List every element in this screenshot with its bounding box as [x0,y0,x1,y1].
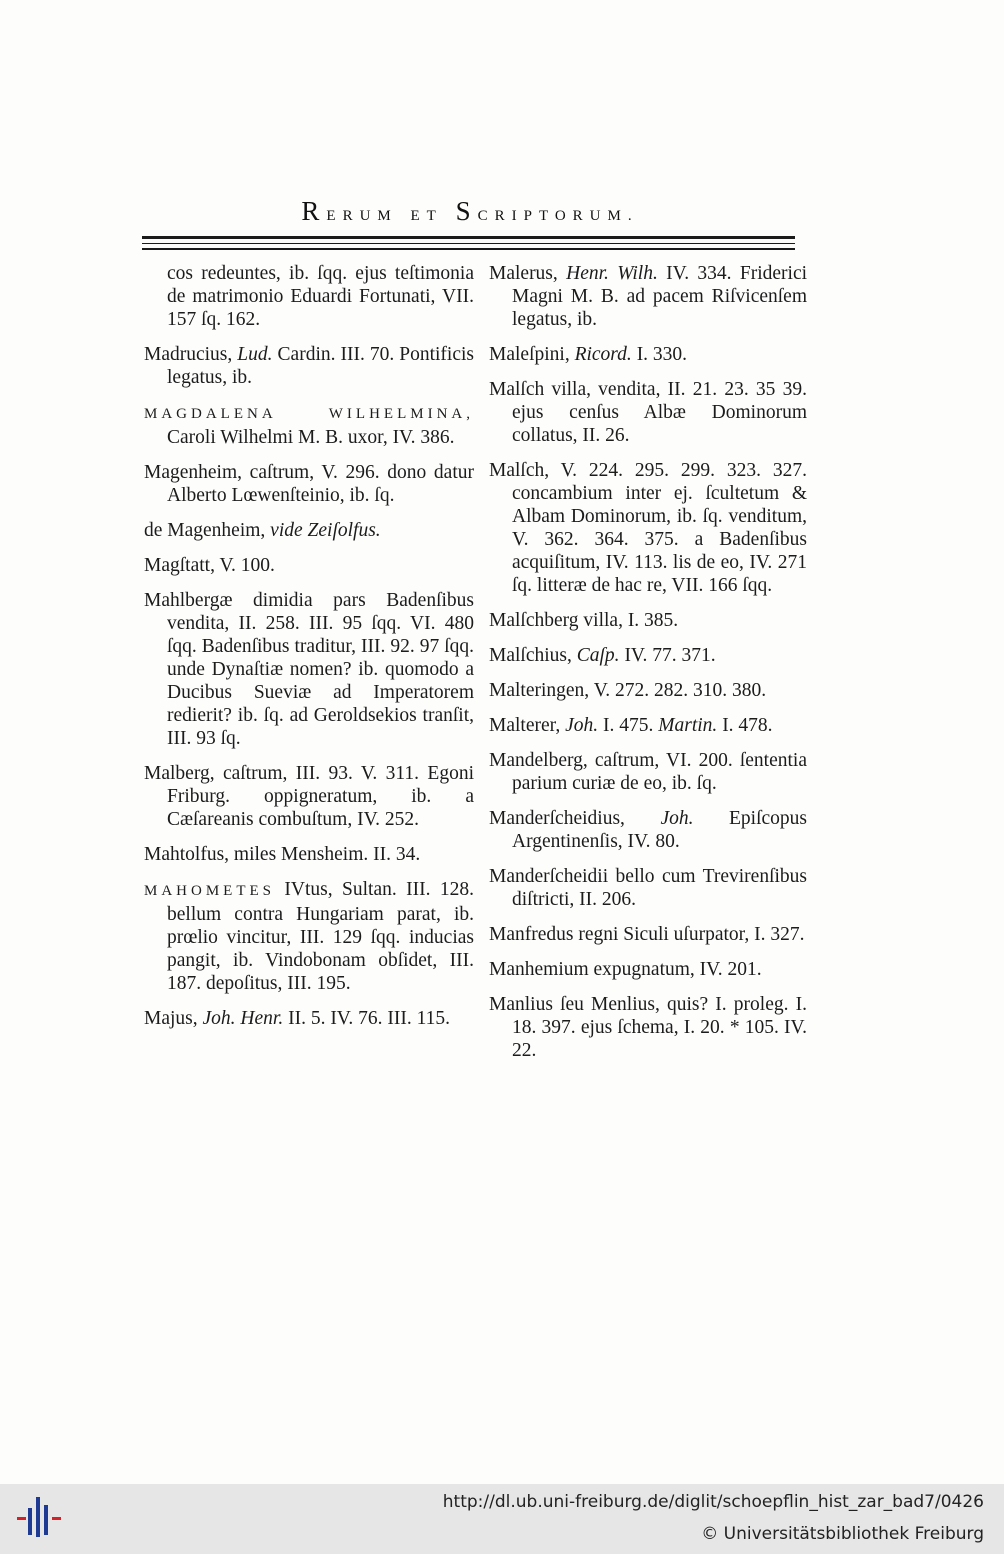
index-entry: MAHOMETES IVtus, Sultan. III. 128. bellum contra Hungariam parat, ib. prœlio vincitur, III. 129 ſqq. inducias pangit, ib. Vindobonam obſidet, III. 187. depoſitus, III. 195. [144,879,475,994]
index-entry: de Magenheim, vide Zeiſolfus. [144,520,381,541]
index-entry: Malſchius, Caſp. IV. 77. 371. [489,645,716,666]
running-header [140,196,800,227]
header-word-scriptorum: CRIPTORUM. [477,208,639,224]
header-word-rerum: ERUM [326,208,398,224]
index-entry: Magenheim, caſtrum, V. 296. dono datur Alberto Lœwenſteinio, ib. ſq. [144,462,474,506]
index-entry: Malerus, Henr. Wilh. IV. 334. Friderici Magni M. B. ad pacem Riſvicenſem legatus, ib. [489,263,808,330]
index-entry: cos redeuntes, ib. ſqq. ejus teſtimonia de matrimonio Eduardi Fortunati, VII. 157 ſq. 162. [167,263,474,330]
index-entry: Malberg, caſtrum, III. 93. V. 311. Egoni Friburg. oppigneratum, ib. a Cæſareanis combuſtum, IV. 252. [144,763,474,830]
index-entry: Malteringen, V. 272. 282. 310. 380. [489,680,767,701]
index-entry: Mandelberg, caſtrum, VI. 200. ſententia parium curiæ de eo, ib. ſq. [489,750,807,794]
header-word-et: ET [410,208,443,224]
source-url-link[interactable]: http://dl.ub.uni-freiburg.de/diglit/schoepflin_hist_zar_bad7/0426 [442,1492,984,1512]
index-entry: MAGDALENA WILHELMINA, Caroli Wilhelmi M. B. uxor, IV. 386. [144,406,474,448]
index-column-left [144,262,474,1042]
index-entry: Manfredus regni Siculi uſurpator, I. 327. [489,924,805,945]
index-entry: Madrucius, Lud. Cardin. III. 70. Pontificis legatus, ib. [144,344,475,388]
library-logo-icon [14,1493,66,1545]
index-entry: Mahlbergæ dimidia pars Badenſibus vendita, II. 258. III. 95 ſqq. VI. 480 ſqq. Badenſibus traditur, III. 92. 97 ſqq. unde Dynaſtiæ nomen? ib. quomodo a Ducibus Sueviæ ad Imperatorem redierit? ib. ſq. ad Geroldsekios tranſit, III. 93 ſq. [144,590,474,749]
index-entry: Manlius ſeu Menlius, quis? I. proleg. I. 18. 397. ejus ſchema, I. 20. * 105. IV. 22. [489,994,807,1061]
index-entry: Majus, Joh. Henr. II. 5. IV. 76. III. 115. [144,1008,451,1029]
header-rule-bottom [142,248,795,250]
index-entry: Manhemium expugnatum, IV. 201. [489,959,762,980]
header-rule-thin [142,243,795,244]
index-entry: Malſch villa, vendita, II. 21. 23. 35 39. ejus cenſus Albæ Dominorum collatus, II. 26. [489,379,807,446]
index-entry: Malſch, V. 224. 295. 299. 323. 327. concambium inter ej. ſcultetum & Albam Dominorum, ib. ſq. venditum, V. 362. 364. 375. a Badenſibus acquiſitum, IV. 113. lis de eo, IV. 271 ſq. litteræ de hac re, VII. 166 ſqq. [489,460,807,596]
index-column-right [489,262,807,1074]
header-rule-thick [142,236,795,239]
index-entry: Manderſcheidii bello cum Trevirenſibus diſtricti, II. 206. [489,866,807,910]
viewer-footer [0,1484,1004,1554]
header-initial-r: R [301,196,327,226]
index-entry: Manderſcheidius, Joh. Epiſcopus Argentinenſis, IV. 80. [489,808,808,852]
header-initial-s: S [455,196,478,226]
index-entry: Mahtolfus, miles Mensheim. II. 34. [144,844,421,865]
index-entry: Malterer, Joh. I. 475. Martin. I. 478. [489,715,773,736]
index-entry: Malſchberg villa, I. 385. [489,610,679,631]
index-entry: Maleſpini, Ricord. I. 330. [489,344,688,365]
index-entry: Magſtatt, V. 100. [144,555,275,576]
copyright-notice: © Universitätsbibliothek Freiburg [701,1524,984,1544]
